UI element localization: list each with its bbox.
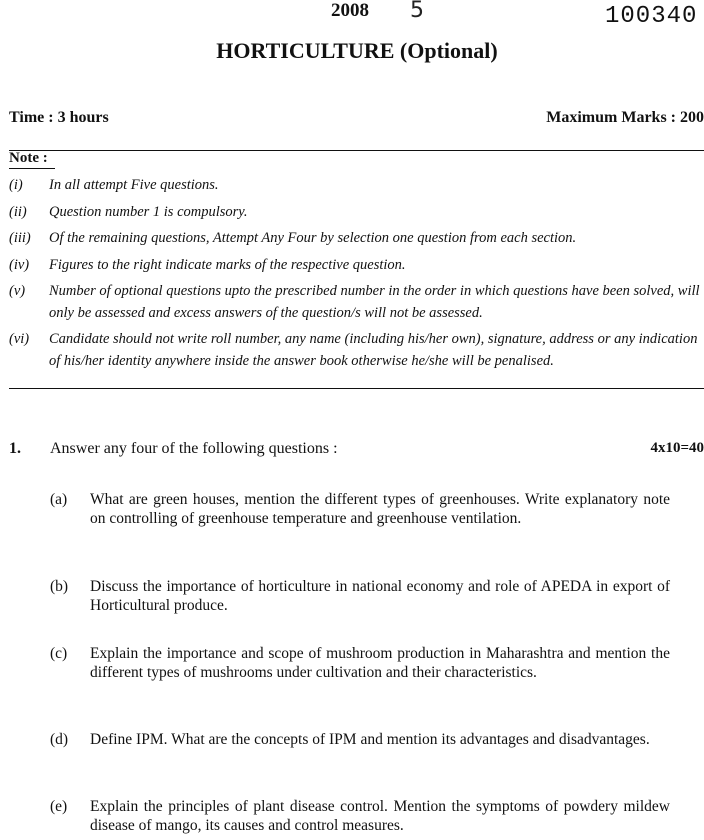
part-text: Explain the importance and scope of mushroom production in Maharashtra and mention the different types of mushrooms under cultivation and their characteristics. [90, 645, 670, 681]
note-title: Note : [9, 150, 48, 166]
question-marks: 4x10=40 [650, 440, 704, 456]
paper-title: HORTICULTURE (Optional) [216, 38, 498, 63]
part-label: (d) [50, 731, 69, 748]
note-item-number: (vi) [9, 331, 30, 347]
note-item-text: In all attempt Five questions. [49, 177, 219, 193]
part-label: (c) [50, 645, 68, 662]
note-item-text: Question number 1 is compulsory. [49, 204, 248, 220]
note-item-text: Of the remaining questions, Attempt Any Four by selection one question from each section. [49, 230, 577, 246]
part-label: (b) [50, 578, 69, 595]
exam-year: 2008 [331, 0, 369, 21]
note-item-number: (iii) [9, 230, 31, 246]
note-item-number: (ii) [9, 204, 27, 220]
note-item-number: (v) [9, 283, 26, 299]
note-item-text: Figures to the right indicate marks of the respective question. [49, 257, 406, 273]
part-label: (a) [50, 491, 68, 508]
note-item-text: Candidate should not write roll number, any name (including his/her own), signature, address or any indication of his/her identity anywhere inside the answer book otherwise he/she will be penalised. [49, 331, 698, 369]
handwritten-mark: 5 [410, 0, 424, 23]
note-item-text: Number of optional questions upto the prescribed number in the order in which questions have been solved, will only be assessed and excess answers of the question/s will not be assessed. [49, 283, 700, 321]
note-item-number: (iv) [9, 257, 30, 273]
maximum-marks: Maximum Marks : 200 [546, 109, 704, 126]
note-item-number: (i) [9, 177, 23, 193]
part-text: Define IPM. What are the concepts of IPM and mention its advantages and disadvantages. [90, 731, 650, 748]
divider-top [9, 150, 704, 151]
time-allowed: Time : 3 hours [9, 109, 109, 126]
divider-bottom [9, 388, 704, 389]
question-text: Answer any four of the following questions : [50, 440, 338, 457]
paper-code: 100340 [605, 3, 698, 30]
note-title-underline [9, 168, 55, 169]
part-text: Explain the principles of plant disease control. Mention the symptoms of powdery mildew disease of mango, its causes and control measures. [90, 798, 670, 834]
part-label: (e) [50, 798, 68, 815]
part-text: Discuss the importance of horticulture in national economy and role of APEDA in export of Horticultural produce. [90, 578, 670, 614]
question-number: 1. [9, 440, 21, 457]
part-text: What are green houses, mention the different types of greenhouses. Write explanatory note on controlling of greenhouse temperature and greenhouse ventilation. [90, 491, 670, 527]
